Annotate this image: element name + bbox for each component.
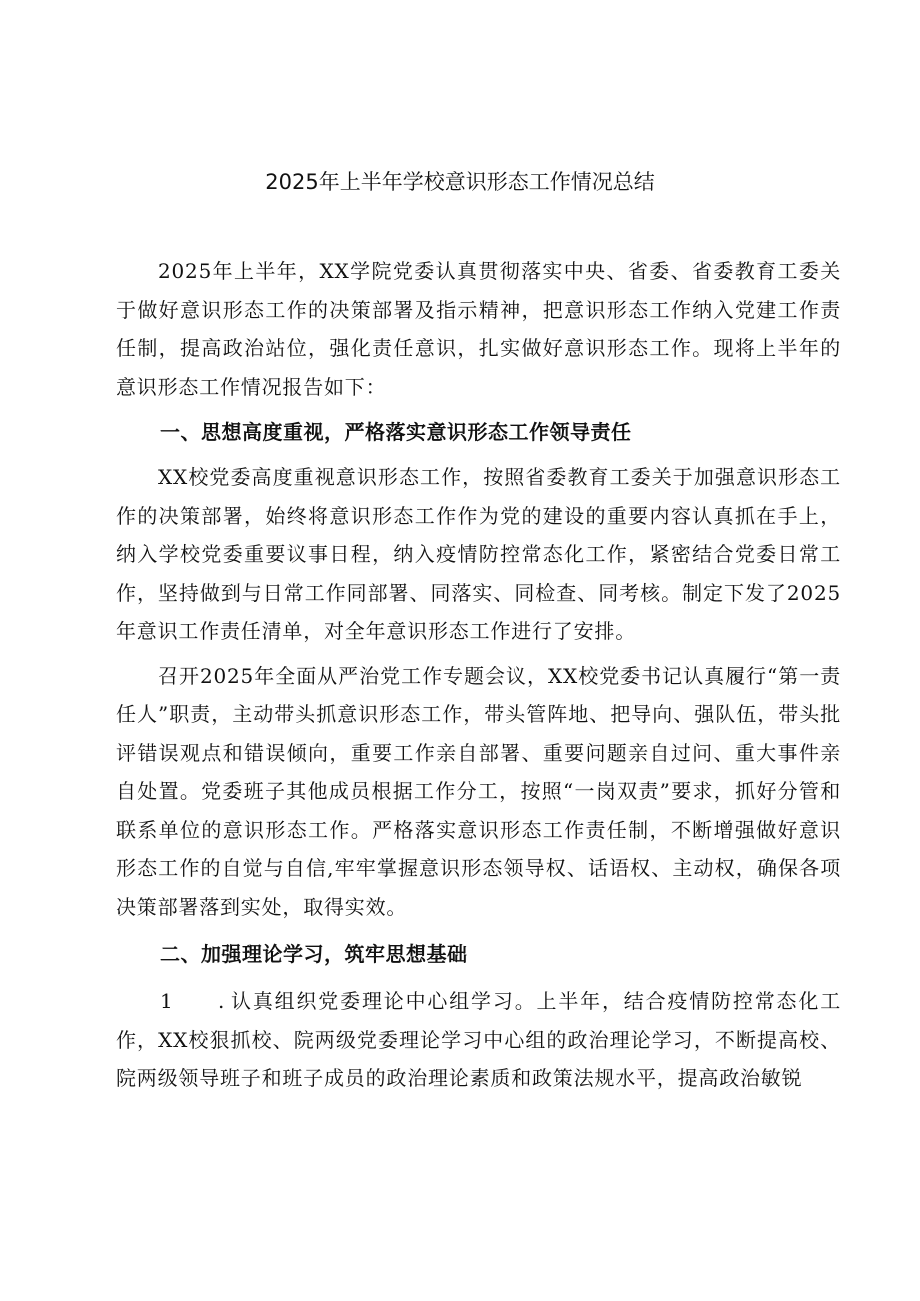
section-2-numbered-item-1 [116,982,841,1098]
section-heading-1: 一、思想高度重视，严格落实意识形态工作领导责任 [160,420,632,444]
item-number-dot: . [218,989,226,1013]
section-1-paragraph-2: 召开2025年全面从严治党工作专题会议，XX校党委书记认真履行“第一责任人”职责，主动带头抓意识形态工作，带头管阵地、把导向、强队伍，带头批评错误观点和错误倾向，重要工作亲自部署、重要问题亲自过问、重大事件亲自处置。党委班子其他成员根据工作分工，按照“一岗双责”要求，抓好分管和联系单位的意识形态工作。严格落实意识形态工作责任制，不断增强做好意识形态工作的自觉与自信,牢牢掌握意识形态领导权、话语权、主动权，确保各项决策部署落到实处，取得实效。 [116,663,841,919]
section-1-paragraph-1: XX校党委高度重视意识形态工作，按照省委教育工委关于加强意识形态工作的决策部署，始终将意识形态工作作为党的建设的重要内容认真抓在手上，纳入学校党委重要议事日程，纳入疫情防控常态化工作，紧密结合党委日常工作，坚持做到与日常工作同部署、同落实、同检查、同考核。制定下发了2025年意识工作责任清单，对全年意识形态工作进行了安排。 [116,465,841,643]
item-text: 认真组织党委理论中心组学习。上半年，结合疫情防控常态化工作，XX校狠抓校、院两级党委理论学习中心组的政治理论学习，不断提高校、院两级领导班子和班子成员的政治理论素质和政策法规水平，提高政治敏锐 [116,989,841,1090]
section-heading-2: 二、加强理论学习，筑牢思想基础 [160,942,468,966]
document-body [116,252,841,1098]
intro-paragraph: 2025年上半年，XX学院党委认真贯彻落实中央、省委、省委教育工委关于做好意识形态工作的决策部署及指示精神，把意识形态工作纳入党建工作责任制，提高政治站位，强化责任意识，扎实做好意识形态工作。现将上半年的意识形态工作情况报告如下： [116,259,841,399]
item-number: 1 [160,989,174,1013]
document-title: 2025年上半年学校意识形态工作情况总结 [265,170,655,194]
